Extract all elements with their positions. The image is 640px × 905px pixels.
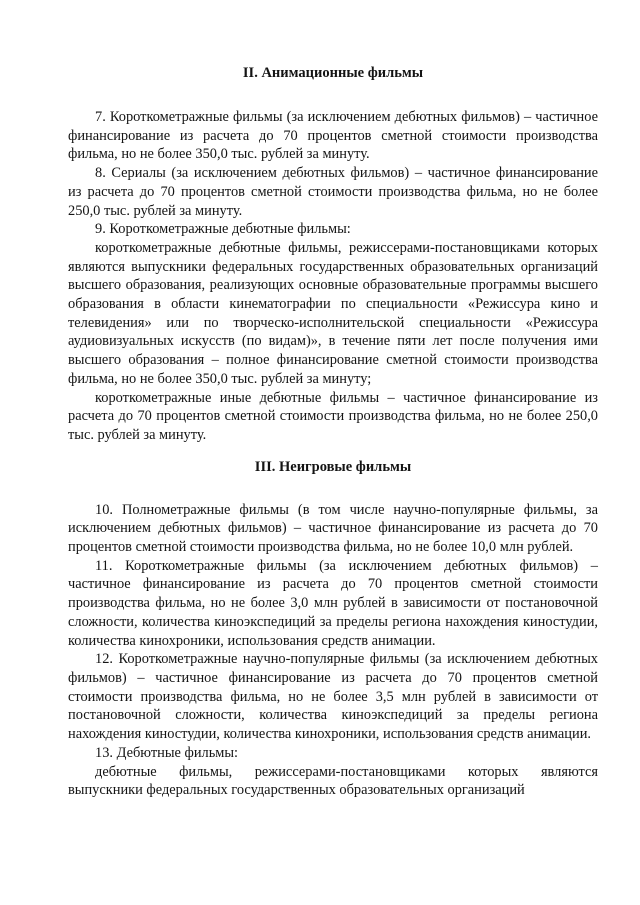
section-2-body	[68, 108, 598, 445]
section-2-heading: II. Анимационные фильмы	[242, 65, 424, 81]
paragraph-12: 12. Короткометражные научно-популярные фильмы (за исключением дебютных фильмов) – частичное финансирование из расчета до 70 процентов сметной стоимости производства фильма, но не более 3,5 млн рублей в зависимости от постановочной сложности, количества киноэкспедиций за пределы региона нахождения киностудии, количества кинохроники, использования средств анимации.	[68, 651, 598, 743]
paragraph-9: 9. Короткометражные дебютные фильмы:	[95, 221, 351, 238]
section-3-body	[68, 501, 598, 800]
paragraph-13: 13. Дебютные фильмы:	[95, 744, 239, 761]
paragraph-10: 10. Полнометражные фильмы (в том числе научно-популярные фильмы, за исключением дебютных фильмов) – частичное финансирование из расчета до 70 процентов сметной стоимости производства фильма, но не более 10,0 млн рублей.	[68, 501, 598, 556]
paragraph-13-graduates: дебютные фильмы, режиссерами-постановщиками которых являются выпускники федеральных государственных образовательных организаций	[68, 763, 598, 799]
paragraph-9-graduates: короткометражные дебютные фильмы, режиссерами-постановщиками которых являются выпускники федеральных государственных образовательных организаций высшего образования, реализующих основные образовательные программы высшего образования в области кинематографии по специальности «Режиссура кино и телевидения» или по творческо-исполнительской специальности «Режиссура аудиовизуальных искусств (по видам)», в течение пяти лет после получения ими высшего образования – полное финансирование сметной стоимости производства фильма, но не более 350,0 тыс. рублей за минуту;	[68, 239, 598, 387]
paragraph-7: 7. Короткометражные фильмы (за исключением дебютных фильмов) – частичное финансирование из расчета до 70 процентов сметной стоимости производства фильма, но не более 350,0 тыс. рублей за минуту.	[68, 109, 598, 163]
paragraph-8: 8. Сериалы (за исключением дебютных фильмов) – частичное финансирование из расчета до 70 процентов сметной стоимости производства фильма, но не более 250,0 тыс. рублей за минуту.	[68, 165, 598, 219]
section-3-heading: III. Неигровые фильмы	[254, 458, 412, 475]
paragraph-11: 11. Короткометражные фильмы (за исключением дебютных фильмов) – частичное финансирование из расчета до 70 процентов сметной стоимости производства фильма, но не более 3,0 млн рублей в зависимости от постановочной сложности, количества киноэкспедиций за пределы региона нахождения киностудии, количества кинохроники, использования средств анимации.	[68, 557, 598, 649]
paragraph-9-other: короткометражные иные дебютные фильмы – частичное финансирование из расчета до 70 процентов сметной стоимости производства фильма, но не более 250,0 тыс. рублей за минуту.	[68, 389, 598, 443]
